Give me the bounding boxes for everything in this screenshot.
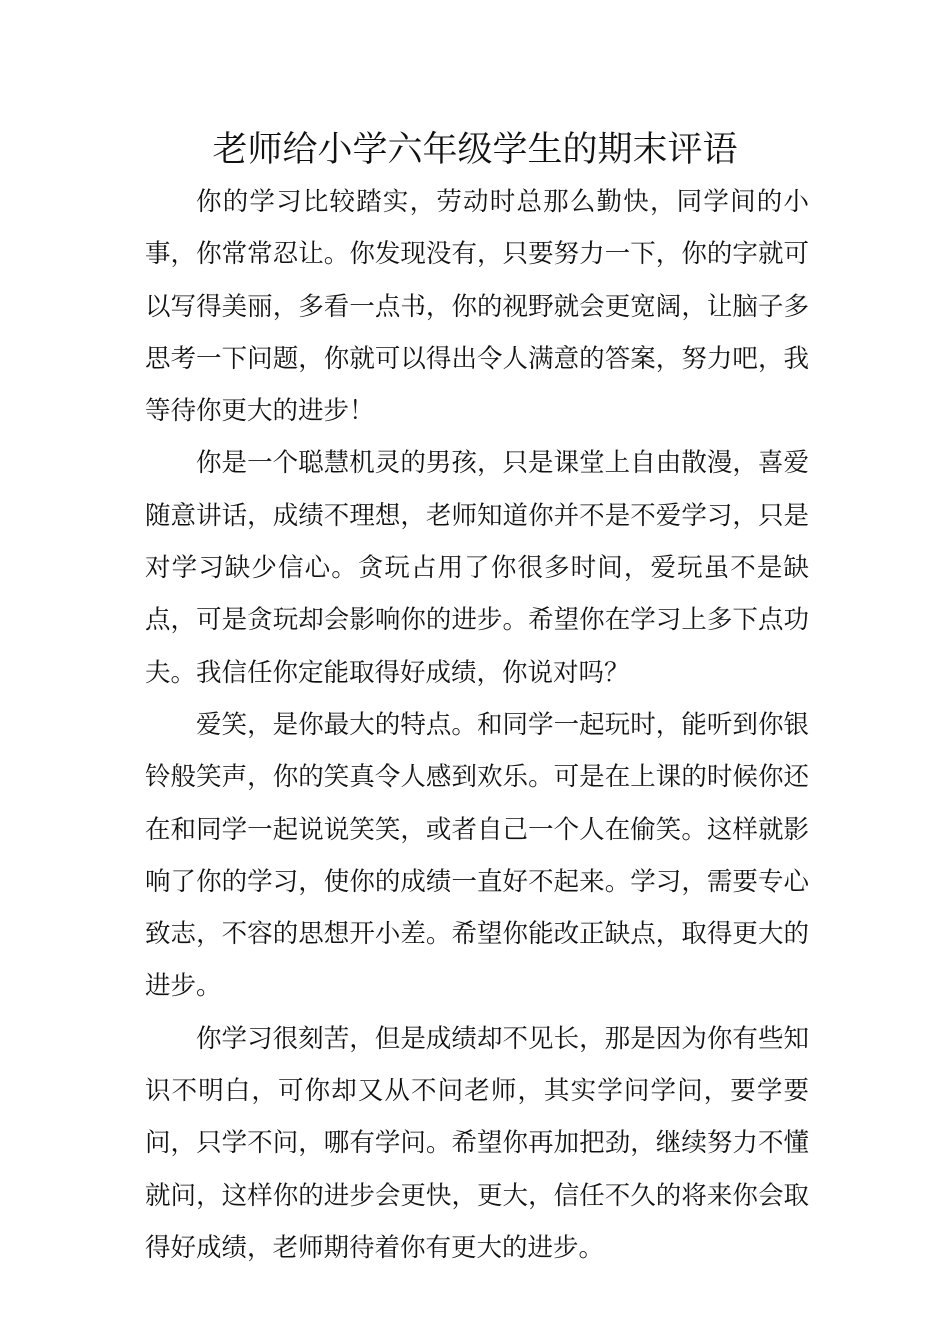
- document-body: [145, 176, 809, 1274]
- paragraph-3: 爱笑，是你最大的特点。和同学一起玩时，能听到你银铃般笑声，你的笑真令人感到欢乐。可是在上课的时候你还在和同学一起说说笑笑，或者自己一个人在偷笑。这样就影响了你的学习，使你的成绩一直好不起来。学习，需要专心致志，不容的思想开小差。希望你能改正缺点，取得更大的进步。: [145, 709, 809, 1002]
- paragraph-2: 你是一个聪慧机灵的男孩，只是课堂上自由散漫，喜爱随意讲话，成绩不理想，老师知道你并不是不爱学习，只是对学习缺少信心。贪玩占用了你很多时间，爱玩虽不是缺点，可是贪玩却会影响你的进步。希望你在学习上多下点功夫。我信任你定能取得好成绩，你说对吗？: [145, 448, 809, 688]
- document-title: 老师给小学六年级学生的期末评语: [212, 130, 738, 170]
- paragraph-1: 你的学习比较踏实，劳动时总那么勤快，同学间的小事，你常常忍让。你发现没有，只要努力一下，你的字就可以写得美丽，多看一点书，你的视野就会更宽阔，让脑子多思考一下问题，你就可以得出令人满意的答案，努力吧，我等待你更大的进步！: [145, 187, 809, 427]
- paragraph-4: 你学习很刻苦，但是成绩却不见长，那是因为你有些知识不明白，可你却又从不问老师，其实学问学问，要学要问，只学不问，哪有学问。希望你再加把劲，继续努力不懂就问，这样你的进步会更快，更大，信任不久的将来你会取得好成绩，老师期待着你有更大的进步。: [145, 1023, 809, 1263]
